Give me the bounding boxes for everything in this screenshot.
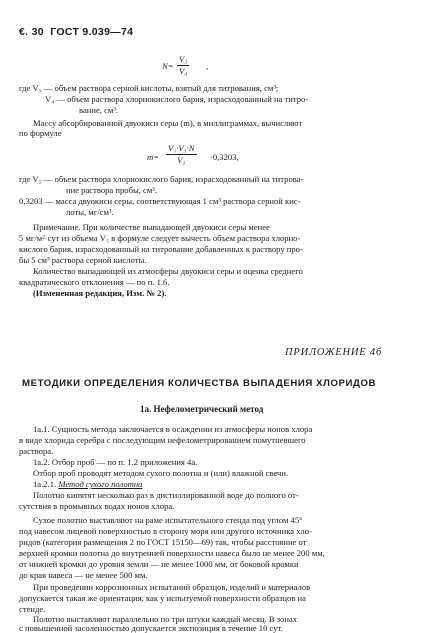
def-v5-cont: ние раствора пробы, см³. bbox=[66, 185, 158, 195]
formula2-numerator: V₁·V₅·N bbox=[168, 143, 195, 153]
section-title: МЕТОДИКИ ОПРЕДЕЛЕНИЯ КОЛИЧЕСТВА ВЫПАДЕНИЯ ХЛОРИДОВ bbox=[22, 378, 377, 389]
note-line-3: кислого бария, израсходованный на титрование добавленных к раствору про- bbox=[19, 244, 303, 254]
note-line-4: бы 5 см³ раствора серной кислоты. bbox=[19, 255, 147, 265]
boil-line-2: сутствия в промывных водах ионов хлора. bbox=[19, 501, 175, 511]
mass-intro-1: Массу абсорбированной двуокиси серы (m), в миллиграммах, вычисляют bbox=[33, 118, 303, 128]
formula2-denominator: V₂ bbox=[177, 155, 186, 165]
p1a2: 1а.2. Отбор проб — по п. 1.2 приложения 4а. bbox=[33, 457, 198, 467]
corr-line-1: При проведении коррозионных испытаний образцов, изделий и материалов bbox=[33, 582, 311, 592]
p1a21-title: Метод сухого полотна bbox=[58, 479, 143, 489]
boil-line-1: Полотно кипятят несколько раз в дистиллированной воде до полного от- bbox=[33, 490, 299, 500]
p1a1-line-3: раствора. bbox=[19, 446, 54, 456]
subsection-title: 1а. Нефелометрический метод bbox=[140, 404, 264, 414]
dry-line-2: под навесом лицевой поверхностью в сторону моря или другого источника хло- bbox=[19, 526, 312, 536]
note-line-1: Примечание. При количестве выпадающей двуокиси серы менее bbox=[33, 222, 270, 232]
formula1-lhs: N= bbox=[162, 61, 174, 71]
formula2-tail: ·0,3203, bbox=[210, 152, 239, 162]
note-line-2: 5 мг/м²·сут из объема V₅ в формуле следует вычесть объем раствора хлорно- bbox=[19, 233, 301, 243]
edition-note: (Измененная редакция, Изм. № 2). bbox=[33, 288, 167, 298]
def-v3: где V₃ — объем раствора серной кислоты, взятый для титрования, см³; bbox=[19, 83, 279, 93]
formula2-lhs: m= bbox=[147, 152, 160, 162]
p1a1-line-2: в виде хлорида серебра с последующим нефелометрированием помутневшего bbox=[19, 435, 306, 445]
dry-line-5: от нижней кромки до уровня земли — не менее 1000 мм, от боковой кромки bbox=[19, 559, 299, 569]
page-number: €. 30 bbox=[19, 26, 44, 38]
p1a1-line-1: 1а.1. Сущность метода заключается в осаждении из атмосферы ионов хлора bbox=[33, 424, 313, 434]
quantity-line-2: квадратического отклонения — по п. 1.6. bbox=[19, 277, 170, 287]
def-03203-cont: лоты, мг/см³. bbox=[66, 207, 114, 217]
dry-line-3: ридов (категория размещения 2 по ГОСТ 15150—69) так, чтобы расстояние от bbox=[19, 537, 307, 547]
corr-line-2: допускается такая же ориентация, как у испытуемой поверхности образцов на bbox=[19, 593, 306, 603]
def-03203: 0,3203 — масса двуокиси серы, соответствующая 1 см³ раствора серной кис- bbox=[19, 196, 301, 206]
mass-intro-2: по формуле bbox=[19, 128, 62, 138]
p1a21-heading bbox=[33, 479, 142, 489]
p1a2-sampling: Отбор проб проводят методом сухого полотна и (или) влажной свечи. bbox=[33, 468, 289, 478]
corr-line-3: стенде. bbox=[19, 604, 46, 614]
standard-code: ГОСТ 9.039—74 bbox=[50, 26, 134, 38]
quantity-line-1: Количество выпадающей из атмосферы двуокиси серы и оценка среднего bbox=[33, 266, 303, 276]
appendix-title: ПРИЛОЖЕНИЕ 4б bbox=[285, 347, 383, 358]
formula1-numerator: V₃ bbox=[179, 54, 188, 64]
exp-line-1: Полотно выставляют параллельно по три штуки каждый месяц. В зонах bbox=[33, 614, 298, 624]
formula1-denominator: V₄ bbox=[179, 66, 188, 76]
formula1-tail: , bbox=[206, 61, 209, 71]
page-header bbox=[19, 26, 133, 38]
p1a21-number: 1а.2.1. bbox=[33, 479, 57, 489]
dry-line-6: до края навеса — не менее 500 мм. bbox=[19, 570, 148, 580]
def-v4: V₄ — объем раствора хлорнокислого бария, израсходованный на титро- bbox=[45, 94, 309, 104]
formula2-fraction bbox=[166, 144, 197, 165]
formula1-fraction bbox=[177, 55, 189, 76]
def-v5: где V₅ — объем раствора хлорнокислого бария, израсходованный на титрова- bbox=[19, 174, 304, 184]
def-v4-cont: вание, см³. bbox=[79, 105, 119, 115]
dry-line-1: Сухое полотно выставляют на раме испытательного стенда под углом 45° bbox=[33, 515, 303, 525]
dry-line-4: верхней кромки полотна до внутренней поверхности навеса было не менее 200 мм, bbox=[19, 548, 325, 558]
exp-line-2: с повышенной засоленностью допускается экспозиция в течение 10 сут. bbox=[19, 623, 283, 633]
